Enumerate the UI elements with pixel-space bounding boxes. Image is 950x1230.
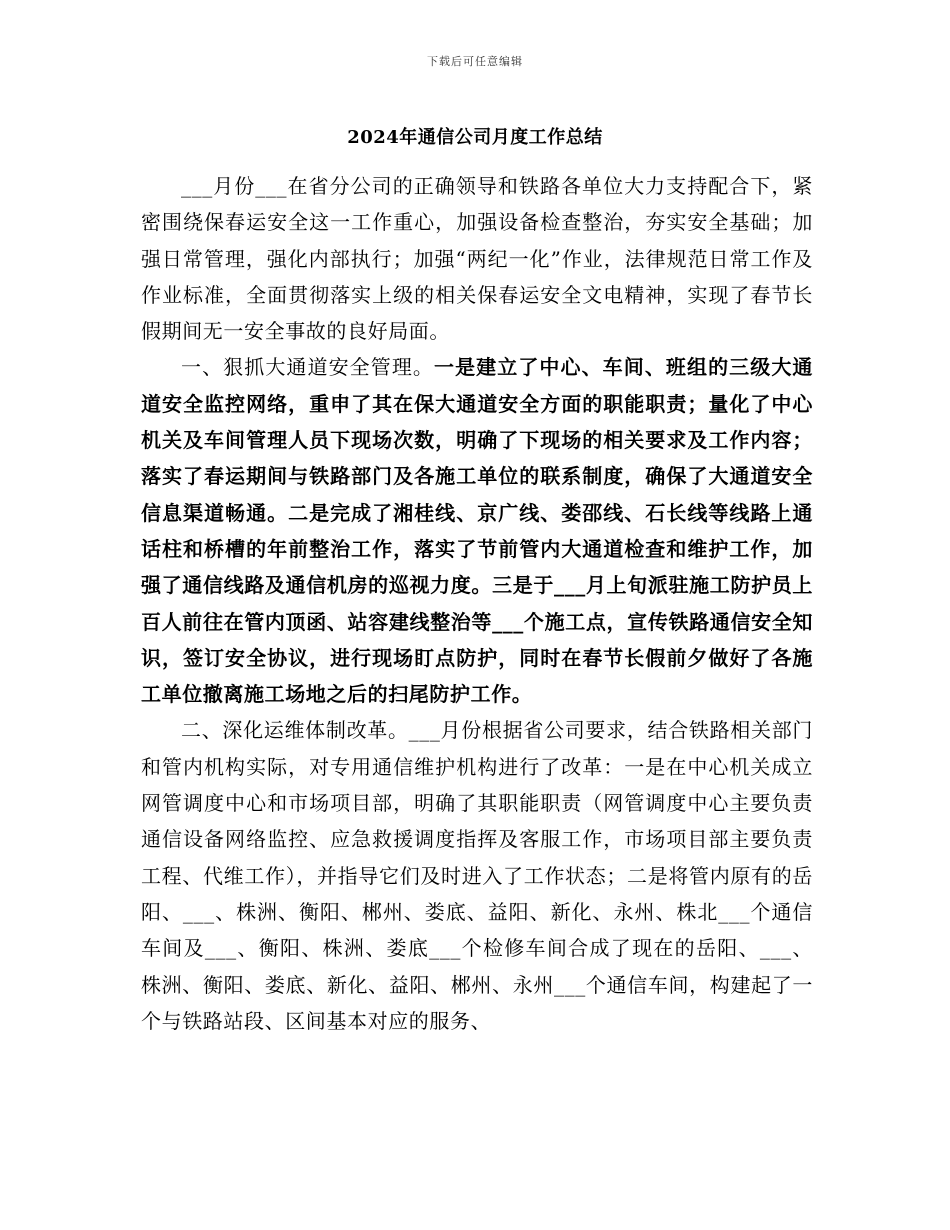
header-note: 下载后可任意编辑 (427, 55, 523, 68)
section-heading: 一、狠抓大通道安全管理。 (181, 355, 434, 380)
paragraph-maintenance-reform-text: 二、深化运维体制改革。___月份根据省公司要求，结合铁路相关部门和管内机构实际，对专用通信维护机构进行了改革：一是在中心机关成立网管调度中心和市场项目部，明确了其职能职责（网管调度中心主要负责通信设备网络监控、应急救援调度指挥及客服工作，市场项目部主要负责工程、代维工作），并指导它们及时进入了工作状态；二是将管内原有的岳阳、___、株洲、衡阳、郴州、娄底、益阳、新化、永州、株北___个通信车间及___、衡阳、株洲、娄底___个检修车间合成了现在的岳阳、___、株洲、衡阳、娄底、新化、益阳、郴州、永州___个通信车间，构建起了一个与铁路站段、区间基本对应的服务、 (141, 718, 813, 1033)
paragraph-intro-text: ___月份___在省分公司的正确领导和铁路各单位大力支持配合下，紧密围绕保春运安全这一工作重心，加强设备检查整治，夯实安全基础；加强日常管理，强化内部执行；加强“两纪一化”作业，法律规范日常工作及作业标准，全面贯彻落实上级的相关保春运安全文电精神，实现了春节长假期间无一安全事故的良好局面。 (141, 174, 813, 344)
paragraph-channel-safety (141, 349, 813, 712)
paragraph-maintenance-reform (141, 712, 813, 1039)
document-title: 2024年通信公司月度工作总结 (347, 127, 603, 148)
document-body (141, 168, 813, 1039)
paragraph-channel-safety-text: 一是建立了中心、车间、班组的三级大通道安全监控网络，重申了其在保大通道安全方面的职能职责；量化了中心机关及车间管理人员下现场次数，明确了下现场的相关要求及工作内容；落实了春运期间与铁路部门及各施工单位的联系制度，确保了大通道安全信息渠道畅通。二是完成了湘桂线、京广线、娄邵线、石长线等线路上通话柱和桥槽的年前整治工作，落实了节前管内大通道检查和维护工作，加强了通信线路及通信机房的巡视力度。三是于___月上旬派驻施工防护员上百人前往在管内顶函、站容建线整治等___个施工点，宣传铁路通信安全知识，签订安全协议，进行现场盯点防护，同时在春节长假前夕做好了各施工单位撤离施工场地之后的扫尾防护工作。 (141, 355, 813, 707)
paragraph-intro (141, 168, 813, 349)
